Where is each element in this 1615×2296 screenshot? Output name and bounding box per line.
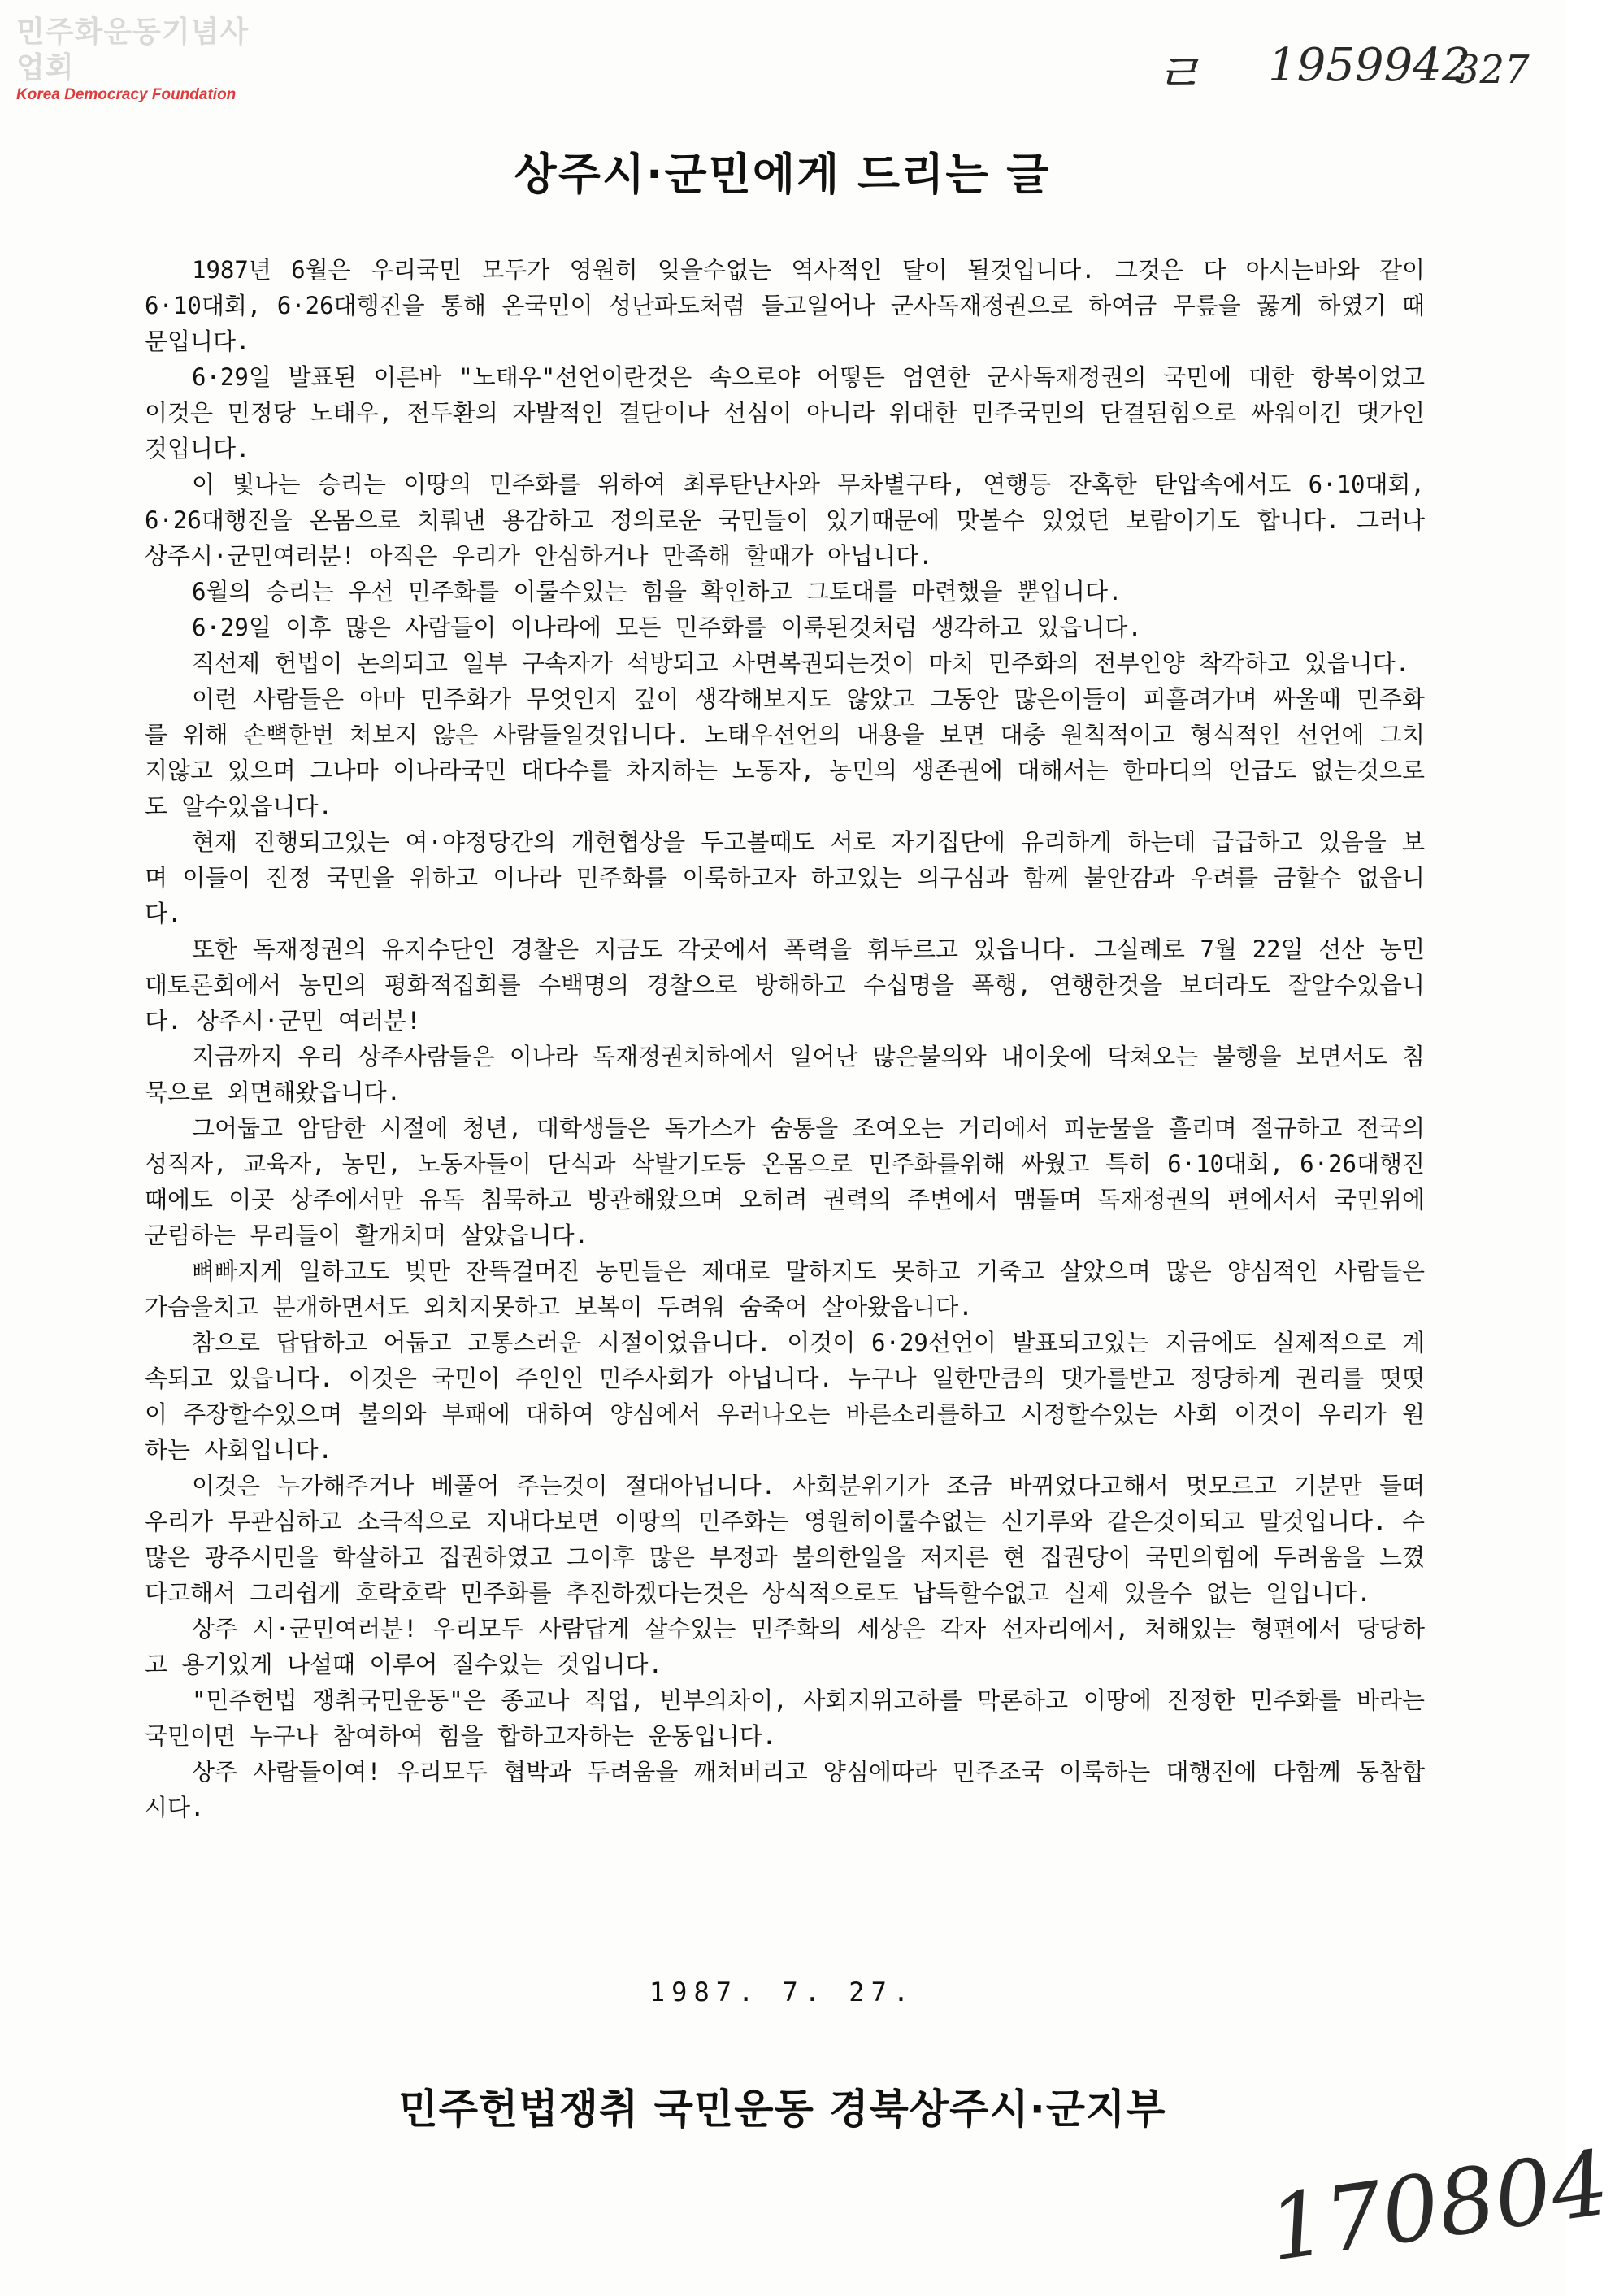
paragraph: 6·29일 발표된 이른바 "노태우"선언이란것은 속으로야 어떻든 엄연한 군사독재정권의 국민에 대한 항복이었고 이것은 민정당 노태우, 전두환의 자발적인 결단이나 선심이 아니라 위대한 민주국민의 단결된힘으로 싸워이긴 댓가인것입니다. [145,363,1425,462]
paragraph: 참으로 답답하고 어둡고 고통스러운 시절이었읍니다. 이것이 6·29선언이 발표되고있는 지금에도 실제적으로 계속되고 있읍니다. 이것은 국민이 주인인 민주사회가 아닙니다. 누구나 일한만큼의 댓가를받고 정당하게 권리를 떳떳이 주장할수있으며 불의와 부패에 대하여 양심에서 우러나오는 바른소리를하고 시정할수있는 사회 이것이 우리가 원하는 사회입니다. [145,1329,1425,1464]
issuing-organization: 민주헌법쟁취 국민운동 경북상주시·군지부 [398,2085,1166,2133]
paragraph: 1987년 6월은 우리국민 모두가 영원히 잊을수없는 역사적인 달이 될것입니다. 그것은 다 아시는바와 같이 6·10대회, 6·26대행진을 통해 온국민이 성난파도처럼 들고일어나 군사독재정권으로 하여금 무릎을 꿇게 하였기 때문입니다. [145,256,1425,355]
handwritten-signature-mark: ㄹ [1153,45,1203,105]
paragraph: 또한 독재정권의 유지수단인 경찰은 지금도 각곳에서 폭력을 휘두르고 있읍니다. 그실례로 7월 22일 선산 농민 대토론회에서 농민의 평화적집회를 수백명의 경찰으로 방해하고 수십명을 폭행, 연행한것을 보더라도 잘알수있읍니다. 상주시·군민 여러분! [145,935,1425,1035]
document-title: 상주시·군민에게 드리는 글 [514,149,1051,200]
paragraph: 지금까지 우리 상주사람들은 이나라 독재정권치하에서 일어난 많은불의와 내이웃에 닥쳐오는 불행을 보면서도 침묵으로 외면해왔읍니다. [145,1043,1425,1106]
paragraph: 직선제 헌법이 논의되고 일부 구속자가 석방되고 사면복권되는것이 마치 민주화의 전부인양 착각하고 있읍니다. [192,649,1410,677]
paragraph: 상주 시·군민여러분! 우리모두 사람답게 살수있는 민주화의 세상은 각자 선자리에서, 처해있는 형편에서 당당하고 용기있게 나설때 이루어 질수있는 것입니다. [145,1615,1425,1678]
paragraph: 뼈빠지게 일하고도 빚만 잔뜩걸머진 농민들은 제대로 말하지도 못하고 기죽고 살았으며 많은 양심적인 사람들은 가슴을치고 분개하면서도 외치지못하고 보복이 두려워 숨죽어 살아왔읍니다. [145,1257,1425,1321]
watermark-korean: 민주화운동기념사업회 [16,15,250,85]
document-date: 1987. 7. 27. [649,1977,916,2007]
watermark-english: Korea Democracy Foundation [16,86,237,103]
paragraph: 이것은 누가해주거나 베풀어 주는것이 절대아닙니다. 사회분위기가 조금 바뀌었다고해서 멋모르고 기분만 들떠 우리가 무관심하고 소극적으로 지내다보면 이땅의 민주화는 영원히이룰수없는 신기루와 같은것이되고 말것입니다. 수많은 광주시민을 학살하고 집권하였고 그이후 많은 부정과 불의한일을 저지른 현 집권당이 국민의힘에 두려움을 느꼈다고해서 그리쉽게 호락호락 민주화를 추진하겠다는것은 상식적으로도 납득할수없고 실제 있을수 없는 일입니다. [145,1472,1425,1607]
handwritten-archive-number: 1959942 [1268,39,1471,92]
paragraph: 현재 진행되고있는 여·야정당간의 개헌협상을 두고볼때도 서로 자기집단에 유리하게 하는데 급급하고 있음을 보며 이들이 진정 국민을 위하고 이나라 민주화를 이룩하고자 하고있는 의구심과 함께 불안감과 우려를 금할수 없읍니다. [145,828,1425,927]
paragraph: 이 빛나는 승리는 이땅의 민주화를 위하여 최루탄난사와 무차별구타, 연행등 잔혹한 탄압속에서도 6·10대회, 6·26대행진을 온몸으로 치뤄낸 용감하고 정의로운 국민들이 있기때문에 맛볼수 있었던 보람이기도 합니다. 그러나 상주시·군민여러분! 아직은 우리가 안심하거나 만족해 할때가 아닙니다. [145,471,1425,570]
paragraph: 그어둡고 암담한 시절에 청년, 대학생들은 독가스가 숨통을 조여오는 거리에서 피눈물을 흘리며 절규하고 전국의 성직자, 교육자, 농민, 노동자들이 단식과 삭발기도등 온몸으로 민주화를위해 싸웠고 특히 6·10대회, 6·26대행진 때에도 이곳 상주에서만 유독 침묵하고 방관해왔으며 오히려 권력의 주변에서 맴돌며 독재정권의 편에서서 국민위에 군림하는 무리들이 활개치며 살았읍니다. [145,1114,1425,1249]
handwritten-bottom-number: 170804 [1262,2130,1615,2281]
paragraph: "민주헌법 쟁취국민운동"은 종교나 직업, 빈부의차이, 사회지위고하를 막론하고 이땅에 진정한 민주화를 바라는 국민이면 누구나 참여하여 힘을 합하고자하는 운동입니다. [145,1686,1425,1750]
handwritten-page-number: 327 [1455,47,1530,93]
foundation-watermark [16,15,260,104]
document-body [145,252,1425,1825]
paragraph: 6·29일 이후 많은 사람들이 이나라에 모든 민주화를 이룩된것처럼 생각하고 있읍니다. [192,614,1142,641]
paragraph: 상주 사람들이여! 우리모두 협박과 두려움을 깨쳐버리고 양심에따라 민주조국 이룩하는 대행진에 다함께 동참합시다. [145,1758,1425,1821]
paragraph: 6월의 승리는 우선 민주화를 이룰수있는 힘을 확인하고 그토대를 마련했을 뿐입니다. [192,578,1122,605]
paragraph: 이런 사람들은 아마 민주화가 무엇인지 깊이 생각해보지도 않았고 그동안 많은이들이 피흘려가며 싸울때 민주화를 위해 손뼉한번 쳐보지 않은 사람들일것입니다. 노태우선언의 내용을 보면 대충 원칙적이고 형식적인 선언에 그치지않고 있으며 그나마 이나라국민 대다수를 차지하는 노동자, 농민의 생존권에 대해서는 한마디의 언급도 없는것으로도 알수있읍니다. [145,685,1425,820]
